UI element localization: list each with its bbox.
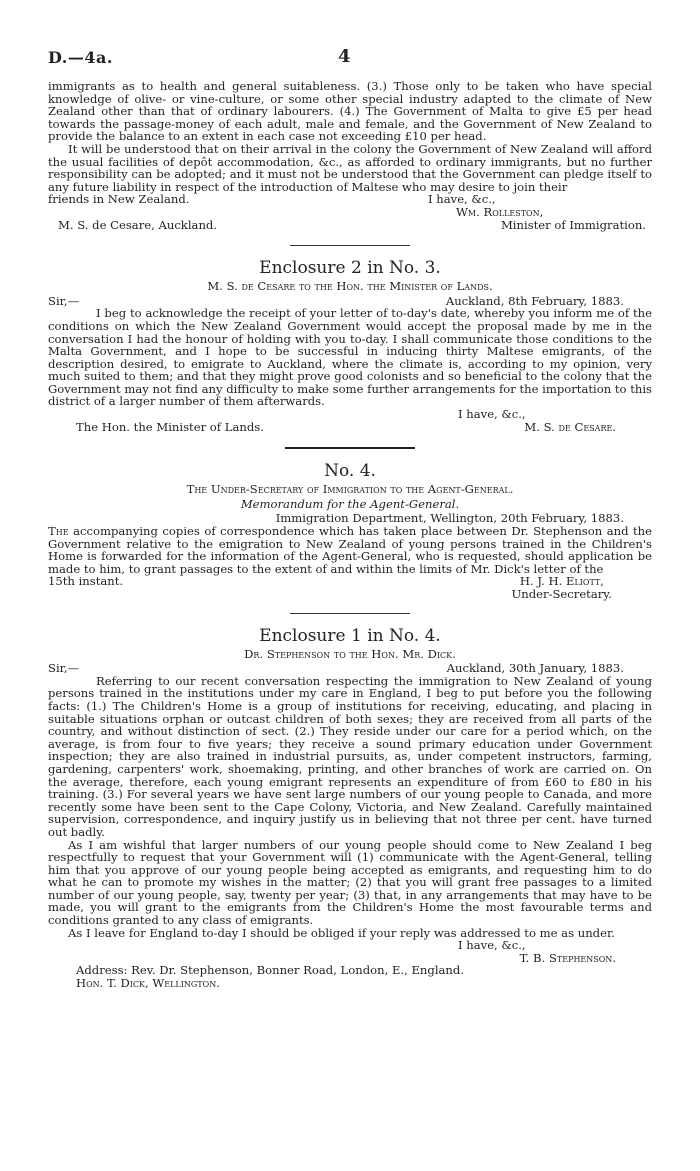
signature: Wm. Rolleston, [456, 204, 544, 219]
section-divider [290, 245, 410, 246]
section-subheading: The Under-Secretary of Immigration to the Agent-General. [186, 482, 514, 497]
closing-line [48, 408, 652, 421]
paragraph-text: accompanying copies of correspondence which has taken place between Dr. Stephenson and the Government relative to the emigration to New Zealand of young persons trained in the Children's Home is forwarded for the information of the Agent-General, who is requested, should application be made to him, to grant passages to the extent of and within the limits of Mr. Dick's letter of the [48, 524, 653, 576]
place-date: Immigration Department, Wellington, 20th February, 1883. [275, 511, 624, 526]
section-divider [290, 613, 410, 614]
signature: M. S. de Cesare. [524, 419, 616, 434]
signature: T. B. Stephenson. [519, 950, 616, 965]
addressee: Hon. T. Dick, Wellington. [76, 976, 220, 991]
paragraph-end: 15th instant. [48, 574, 124, 589]
section-subheading: Dr. Stephenson to the Hon. Mr. Dick. [244, 646, 456, 661]
paragraph: immigrants as to health and general suitableness. (3.) Those only to be taken who have special knowledge of olive- or vine-culture, or some other special industry adapted to the climate of New Zealand other than that of ordinary labourers. (4.) The Government of Malta to give £5 per head towards the passage-money of each adult, male and female, and the Government of New Zealand to provide the balance to an extent in each case not exceeding £10 per head. [48, 79, 652, 144]
addressee-line [48, 977, 652, 990]
signer-title: Minister of Immigration. [500, 217, 646, 232]
lead-word: The [48, 524, 69, 539]
section-heading: Enclosure 2 in No. 3. [259, 258, 441, 279]
paragraph: It will be understood that on their arrival in the colony the Government of New Zealand will afford the usual facilities of depôt accommodation, &c., as afforded to ordinary immigrants, but no further responsibility can be adopted; and it must not be understood that the Government can pledge itself to any future liability in respect of the introduction of Maltese who may desire to join their [48, 141, 652, 194]
paragraph-end: friends in New Zealand. [48, 192, 190, 207]
place-date-line [48, 512, 652, 525]
no-4 [48, 461, 652, 600]
place-date: Auckland, 8th February, 1883. [445, 293, 624, 308]
paragraph: Referring to our recent conversation respecting the immigration to New Zealand of young persons trained in the institutions under my care in England, I beg to put before you the following facts: (1.) The Children's Home is a group of institutions for receiving, educating, and placing in suitable situations orphan or outcast children of both sexes; they are received from all parts of the country, and without distinction of sect. (2.) They reside under our care for a period which, on the average, is from four to five years; they receive a sound primary education under Government inspection; they are also trained in industrial pursuits, as, under competent instructors, farming, gardening, carpenters' work, shoemaking, printing, and other branches of work are carried on. On the average, therefore, each young emigrant represents an expenditure of from £60 to £80 in his training. (3.) For several years we have sent large numbers of our young people to Canada, and more recently some have been sent to the Cape Colony, Victoria, and New Zealand. Carefully maintained supervision, correspondence, and inquiry justify us in believing that not three per cent. have turned out badly. [48, 673, 652, 839]
salutation-line [48, 295, 652, 308]
paragraph [48, 525, 652, 575]
salutation: Sir,— [48, 293, 80, 308]
page-number: 4 [338, 46, 351, 67]
enclosure-1-no-4 [48, 626, 652, 990]
memo-title: Memorandum for the Agent-General. [240, 496, 460, 511]
closing-line [48, 939, 652, 952]
addressee: M. S. de Cesare, Auckland. [58, 217, 218, 232]
signer-title: Under-Secretary. [511, 587, 612, 601]
section-heading: No. 4. [324, 461, 376, 482]
signature: H. J. H. Eliott, [519, 574, 604, 589]
section-heading: Enclosure 1 in No. 4. [259, 625, 441, 646]
document-body [48, 80, 652, 990]
signature-line [48, 206, 652, 219]
closing-line [48, 193, 652, 206]
closing: I have, &c., [458, 938, 526, 953]
signer-title-line [48, 588, 652, 601]
closing: I have, &c., [428, 192, 496, 207]
signature-line [48, 421, 652, 434]
addressee: The Hon. the Minister of Lands. [76, 419, 264, 434]
section-subheading: M. S. de Cesare to the Hon. the Minister of Lands. [207, 279, 493, 294]
letter-continuation [48, 80, 652, 231]
addressee-line [48, 219, 652, 232]
salutation: Sir,— [48, 661, 80, 676]
section-divider [285, 447, 415, 449]
place-date: Auckland, 30th January, 1883. [446, 661, 624, 676]
enclosure-2-no-3 [48, 258, 652, 433]
closing: I have, &c., [458, 407, 526, 422]
document-reference: D.—4a. [48, 48, 113, 67]
address: Address: Rev. Dr. Stephenson, Bonner Road, London, E., England. [76, 963, 465, 978]
salutation-line [48, 662, 652, 675]
paragraph: I beg to acknowledge the receipt of your letter of to-day's date, whereby you inform me of the conditions on which the New Zealand Government would accept the proposal made by me in the conversation I had the honour of holding with you to-day. I shall communicate those conditions to the Malta Government, and I hope to be successful in inducing thirty Maltese emigrants, of the description desired, to emigrate to Auckland, where the climate is, according to my opinion, very much suited to them; and that they might prove good colonists and so beneficial to the colony that the Government may not find any difficulty to make some further arrangements for the importation to this district of a larger number of them afterwards. [48, 306, 652, 409]
page-header [48, 48, 652, 72]
paragraph: As I leave for England to-day I should be obliged if your reply was addressed to me as under. [68, 925, 615, 940]
paragraph: As I am wishful that larger numbers of our young people should come to New Zealand I beg respectfully to request that your Government will (1) communicate with the Agent-General, telling him that you approve of our young people being accepted as emigrants, and requesting him to do what he can to promote my wishes in the matter; (2) that you will grant free passages to a limited number of our young people, say, twenty per year; (3) that, in any arrangements that may have to be made, you will grant to the emigrants from the Children's Home the most favourable terms and conditions granted to any class of emigrants. [48, 837, 652, 928]
